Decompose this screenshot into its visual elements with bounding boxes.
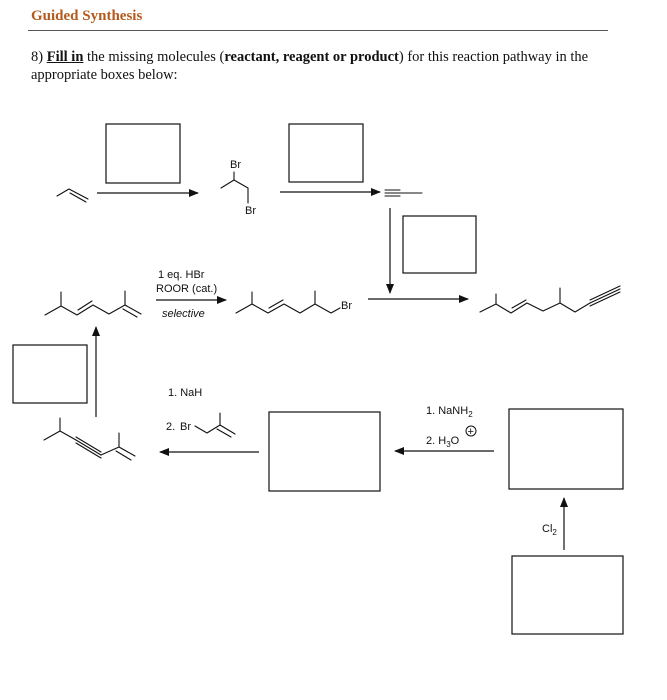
section-title: Guided Synthesis (31, 8, 143, 24)
br-label-bromide: Br (341, 300, 352, 312)
question-number: 8) (31, 49, 44, 65)
answer-box-reagent-3[interactable] (403, 216, 476, 273)
primary-bromide-molecule (236, 291, 352, 313)
diene-molecule (45, 291, 141, 317)
propyne-molecule (385, 190, 422, 196)
svg-text:+: + (467, 426, 474, 438)
answer-box-reagent-4[interactable] (13, 345, 87, 403)
question-text-b: ) for this reaction pathway in the appropriate boxes below: (31, 49, 589, 84)
br-label-top: Br (230, 159, 241, 171)
answer-box-starting-material[interactable] (512, 556, 623, 634)
h3o-reagent: 2. $H_3O$ (426, 435, 460, 449)
cl2-reagent: $Cl_2$ (542, 523, 557, 537)
enyne-molecule (44, 418, 135, 460)
nanh2-reagent: 1. NaNH$_2$ (426, 405, 473, 419)
nah-reagent: 1. NaH (168, 387, 203, 399)
br-label-bottom: Br (245, 205, 256, 217)
methallyl-bromide-molecule (195, 413, 235, 437)
question-text-a: the missing molecules ( (83, 49, 225, 65)
final-alkyne-product (480, 286, 620, 313)
roor-reagent: ROOR (cat.) (156, 283, 218, 295)
hbr-reagent: 1 eq. HBr (158, 269, 205, 281)
methallyl-bromide-br: Br (180, 421, 191, 433)
positive-charge-icon (466, 426, 476, 438)
fill-in-emphasis: Fill in (46, 49, 84, 65)
dibromopropane-molecule (221, 159, 256, 217)
step2-prefix: 2. (166, 421, 176, 433)
selective-label: selective (162, 308, 205, 320)
question-bold-terms: reactant, reagent or product (224, 49, 399, 65)
answer-box-reagent-2[interactable] (289, 124, 363, 182)
answer-box-vinyl-product[interactable] (509, 409, 623, 489)
propene-molecule (57, 189, 88, 202)
answer-box-intermediate[interactable] (269, 412, 380, 491)
answer-box-reagent-1[interactable] (106, 124, 180, 183)
